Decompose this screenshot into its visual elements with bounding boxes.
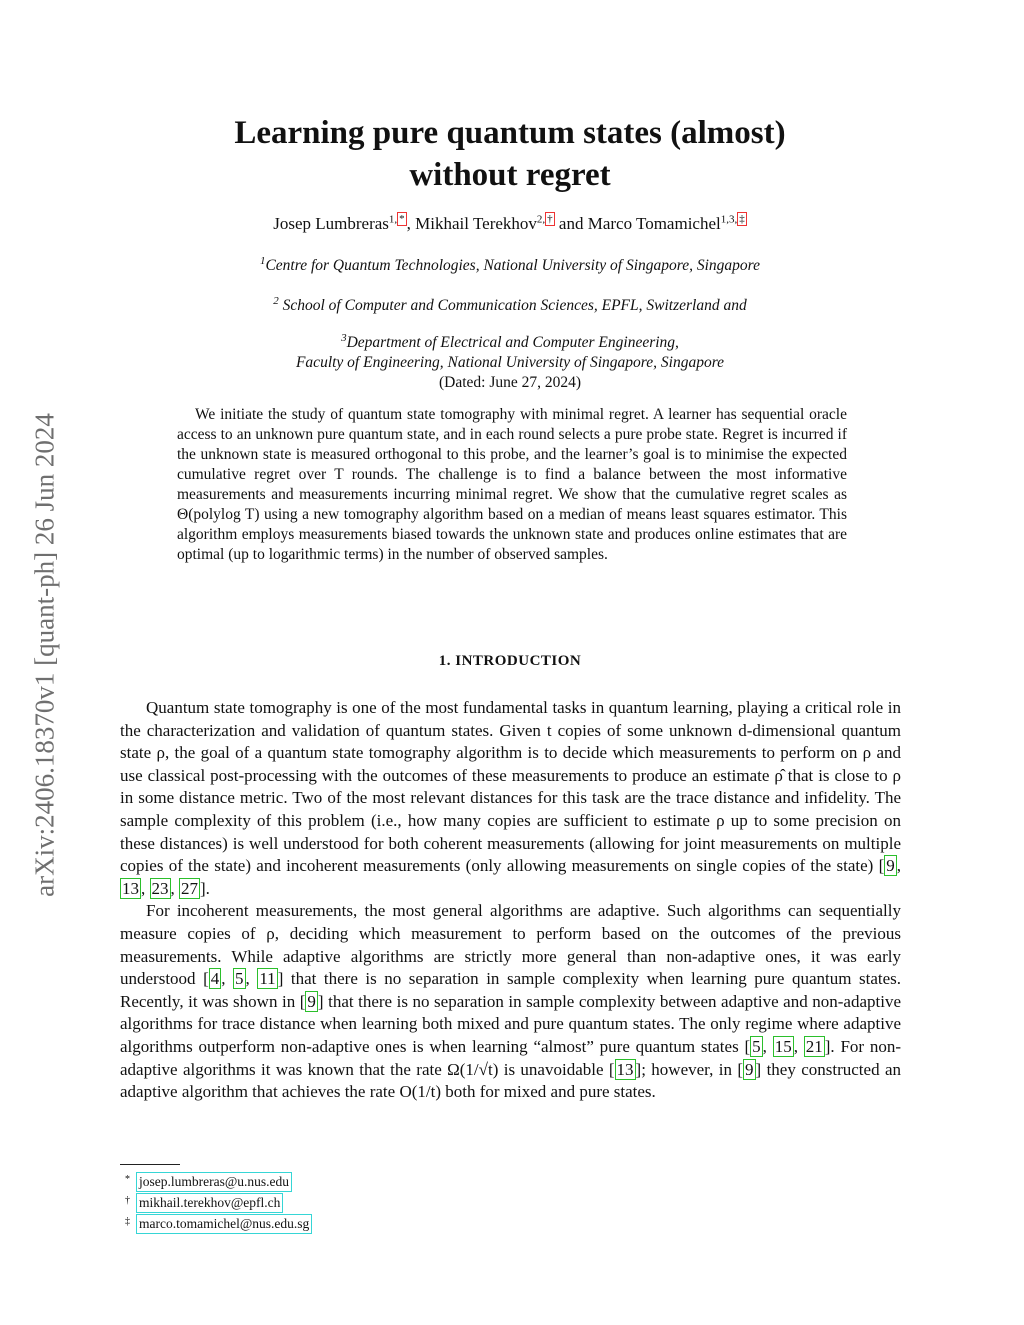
citation-link[interactable]: 15 [774, 1036, 792, 1056]
citation-link[interactable]: 11 [259, 969, 276, 989]
footnote-2-mark: † [125, 1195, 130, 1206]
abstract-text: We initiate the study of quantum state tomography with minimal regret. A learner has sequential oracle access to an unknown pure quantum state, and in each round selects a pure probe state. Regret is incurred if the unknown state is measured orthogonal to this probe, and the learner’s goal is to minimise the expected cumulative regret over T rounds. The challenge is to find a balance between the most informative measurements and measurements incurring minimal regret. We show that the cumulative regret scales as Θ(polylog T) using a new tomography algorithm based on a median of means least squares estimator. This algorithm employs measurements biased towards the unknown state and produces online estimates that are optimal (up to logarithmic terms) in the number of observed samples. [177, 406, 847, 563]
citation-link[interactable]: 13 [122, 878, 139, 898]
arxiv-identifier: arXiv:2406.18370v1 [quant-ph] 26 Jun 2024 [29, 413, 60, 897]
paragraph-1: Quantum state tomography is one of the most fundamental tasks in quantum learning, playing a critical role in the characterization and validation of quantum states. Given t copies of some unknown d-dimensional quantum state ρ, the goal of a quantum state tomography algorithm is to decide which measurements to perform on ρ and use classical post-processing with the outcomes of these measurements to produce an estimate ρ̂ that is close to ρ in some distance metric. Two of the most relevant distances for this task are the trace distance and infidelity. The sample complexity of this problem (i.e., how many copies are sufficient to estimate ρ up to some precision on these distances) is well understood for both coherent measurements (allowing for joint measurements on multiple copies of the state) and incoherent measurements (only allowing measurements on single copies of the state) [ 9 , 13 , 23 , 27 ]. [120, 698, 901, 898]
author-1-footnote-link[interactable]: * [399, 213, 405, 226]
affiliation-2-number: 2 [273, 295, 279, 307]
footnote-3 [120, 1214, 312, 1235]
paragraph-2: For incoherent measurements, the most general algorithms are adaptive. Such algorithms can sequentially measure copies of ρ, deciding which measurement to perform based on the outcomes of the previous measurements. While adaptive algorithms are strictly more general than non-adaptive ones, it was early understood [ 4 , 5 , 11 ] that there is no separation in sample complexity when learning pure quantum states. Recently, it was shown in [ 9 ] that there is no separation in sample complexity between adaptive and non-adaptive algorithms for trace distance when learning both mixed and pure quantum states. The only regime where adaptive algorithms outperform non-adaptive ones is when learning “almost” pure quantum states [ 5 , 15 , 21 ]. For non-adaptive algorithms it was known that the rate Ω(1/√t) is unavoidable [ 13 ]; however, in [ 9 ] they constructed an adaptive algorithm that achieves the rate O(1/t) both for mixed and pure states. [120, 901, 902, 1102]
citation-link[interactable]: 9 [745, 1059, 754, 1079]
citation-link[interactable]: 27 [181, 878, 198, 898]
paragraph-1-text: Quantum state tomography is one of the most fundamental tasks in quantum learning, playing a critical role in the characterization and validation of quantum states. Given t copies of some unknown d-dimensional quantum state ρ, the goal of a quantum state tomography algorithm is to decide which measurements to perform on ρ and use classical post-processing with the outcomes of these measurements to produce an estimate ρ̂ that is close to ρ in some distance metric. Two of the most relevant distances for this task are the trace distance and infidelity. The sample complexity of this problem (i.e., how many copies are sufficient to estimate ρ up to some precision on these distances) is well understood for both coherent measurements (allowing for joint measurements on multiple copies of the state) and incoherent measurements (only allowing measurements on single copies of the state) [120, 698, 901, 876]
citation-link[interactable]: 23 [151, 878, 169, 898]
citation-link[interactable]: 5 [752, 1036, 761, 1056]
paragraph-2-text-4: . For non-adaptive algorithms it was known that the rate Ω(1/√t) is unavoidable [120, 1036, 902, 1079]
citation-link[interactable]: 9 [886, 856, 895, 876]
author-2-name: , Mikhail Terekhov [406, 214, 537, 233]
paragraph-2-text-5: ; however, in [641, 1059, 738, 1079]
paragraph-2-text-1: For incoherent measurements, the most general algorithms are adaptive. Such algorithms can sequentially measure copies of ρ, deciding which measurement to perform based on the outcomes of the previous measurements. While adaptive algorithms are strictly more general than non-adaptive ones, it was early understood [120, 901, 901, 989]
author-3-name: and Marco Tomamichel [554, 214, 721, 233]
footnote-1 [120, 1172, 312, 1193]
paragraph-2-text-6: they constructed an adaptive algorithm that achieves the rate O(1/t) both for mixed and pure states. [120, 1059, 901, 1102]
citation-link[interactable]: 4 [210, 969, 220, 989]
citation-link[interactable]: 9 [307, 991, 316, 1011]
footnote-1-email-link[interactable]: josep.lumbreras@u.nus.edu [136, 1172, 292, 1192]
footnote-3-mark: ‡ [125, 1216, 130, 1227]
footnotes [120, 1172, 312, 1235]
footnote-rule [120, 1164, 180, 1165]
citation-link[interactable]: 21 [805, 1036, 823, 1056]
author-list: Josep Lumbreras$^{1,}$ * , Mikhail Terekhov$^{2,}$ † and Marco Tomamichel$^{1,3,}$ ‡ [273, 213, 745, 233]
affiliation-1-number: 1 [259, 255, 266, 267]
affiliation-2 [120, 296, 900, 315]
author-2-affiliation: 2 [536, 213, 543, 226]
footnote-2 [120, 1193, 312, 1214]
footnote-2-email-link[interactable]: mikhail.terekhov@epfl.ch [136, 1193, 283, 1213]
affiliation-2-text: School of Computer and Communication Sciences, EPFL, Switzerland and [278, 297, 747, 315]
citation-link[interactable]: 5 [235, 969, 244, 989]
author-3-affiliation: 1,3 [720, 213, 735, 226]
paper-title [120, 112, 900, 196]
paragraph-2-text-2: that there is no separation in sample complexity when learning pure quantum states. Recently, it was shown in [120, 969, 902, 1011]
affiliation-1-text: Centre for Quantum Technologies, National University of Singapore, Singapore [265, 257, 761, 275]
author-3-footnote-link[interactable]: ‡ [739, 213, 745, 226]
section-heading: 1. INTRODUCTION [438, 653, 582, 669]
arxiv-sidebar [20, 345, 70, 965]
author-1-affiliation: 1 [388, 213, 395, 226]
affiliation-1 [120, 256, 900, 275]
paragraph-2-text-3: that there is no separation in sample complexity between adaptive and non-adaptive algorithms for trace distance when learning both mixed and pure quantum states. The only regime where adaptive algorithms outperform non-adaptive ones is when learning “almost” pure quantum states [120, 991, 901, 1056]
abstract [177, 405, 847, 565]
body-text [120, 697, 901, 1104]
affiliation-3-number: 3 [341, 332, 347, 344]
affiliation-3-text-1: Department of Electrical and Computer Engineering, [346, 334, 679, 352]
affiliation-3-line-1 [120, 333, 900, 352]
date-line: (Dated: June 27, 2024) [438, 374, 582, 391]
affiliation-3-line-2: Faculty of Engineering, National University of Singapore, Singapore [295, 354, 725, 371]
footnote-3-email-link[interactable]: marco.tomamichel@nus.edu.sg [136, 1214, 312, 1234]
title-line-2: without regret [409, 157, 611, 193]
citation-link[interactable]: 13 [616, 1059, 634, 1079]
author-1-name: Josep Lumbreras [273, 214, 389, 233]
title-line-1: Learning pure quantum states (almost) [234, 115, 786, 151]
footnote-1-mark: * [125, 1174, 130, 1185]
author-2-footnote-link[interactable]: † [547, 213, 553, 226]
